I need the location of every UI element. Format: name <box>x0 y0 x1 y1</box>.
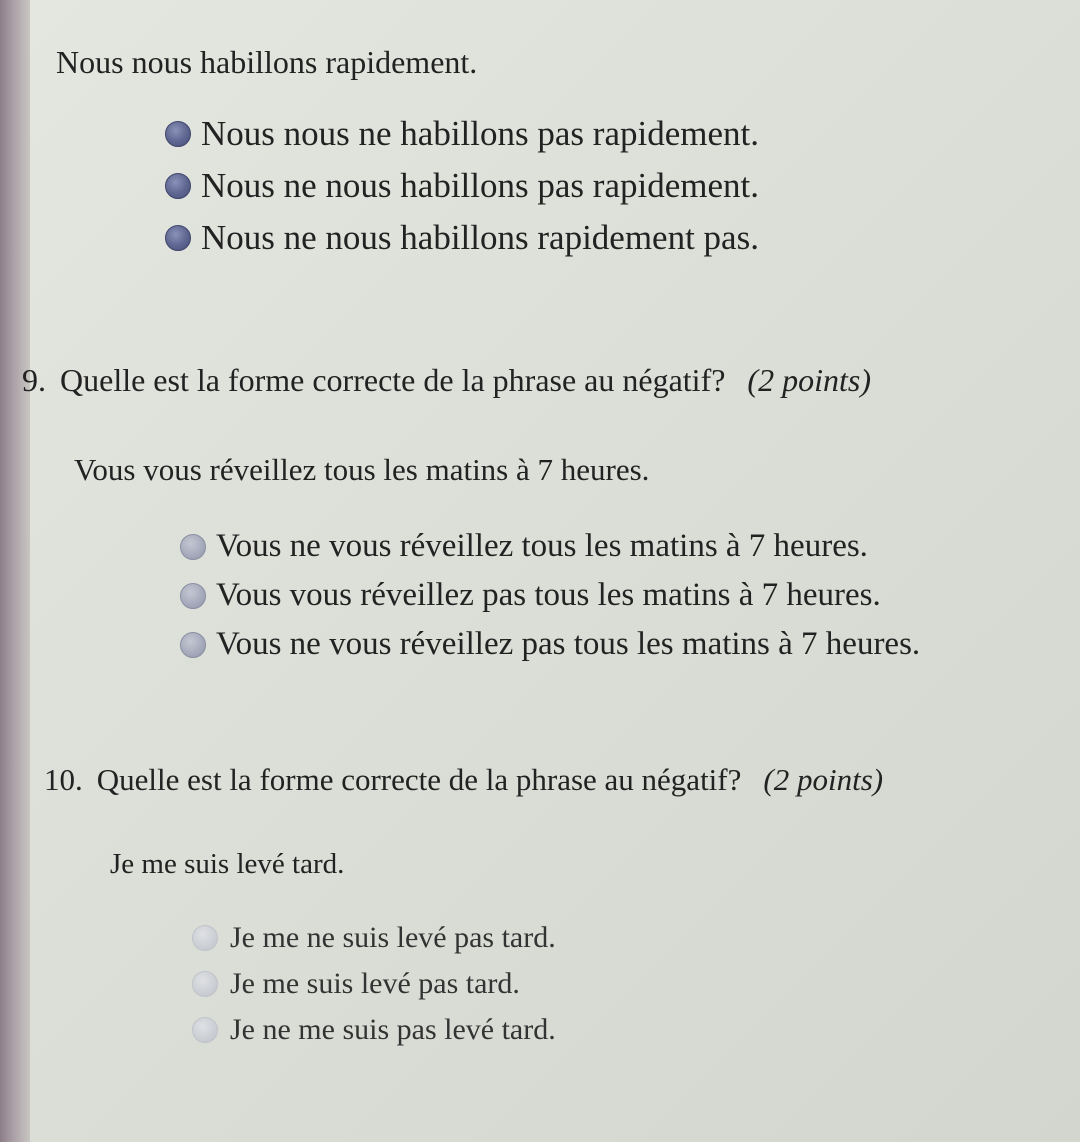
option-label: Vous vous réveillez pas tous les matins à 7 heures. <box>216 577 881 613</box>
question-8-options <box>165 108 759 264</box>
option-label: Je ne me suis pas levé tard. <box>230 1013 556 1046</box>
question-10-options <box>192 915 556 1053</box>
radio-button-icon[interactable] <box>192 1017 218 1043</box>
question-9-option-3[interactable] <box>180 620 920 669</box>
option-label: Nous nous ne habillons pas rapidement. <box>201 114 759 153</box>
question-10-option-2[interactable] <box>192 961 556 1007</box>
radio-button-icon[interactable] <box>180 583 206 609</box>
question-points: (2 points) <box>763 762 884 797</box>
question-9-stem: Vous vous réveillez tous les matins à 7 heures. <box>74 452 650 487</box>
radio-button-icon[interactable] <box>180 632 206 658</box>
question-8-option-2[interactable] <box>165 160 759 212</box>
radio-button-icon[interactable] <box>165 173 191 199</box>
question-8-option-3[interactable] <box>165 212 759 264</box>
radio-button-icon[interactable] <box>192 925 218 951</box>
question-8-stem: Nous nous habillons rapidement. <box>56 44 478 80</box>
question-10-stem: Je me suis levé tard. <box>110 848 345 880</box>
window-left-edge <box>0 0 30 1142</box>
radio-button-icon[interactable] <box>180 534 206 560</box>
question-9-title <box>22 362 871 399</box>
question-10-option-3[interactable] <box>192 1007 556 1053</box>
question-number: 9. <box>22 362 46 398</box>
radio-button-icon[interactable] <box>165 225 191 251</box>
question-points: (2 points) <box>747 362 871 398</box>
radio-button-icon[interactable] <box>192 971 218 997</box>
option-label: Vous ne vous réveillez tous les matins à 7 heures. <box>216 528 868 564</box>
radio-button-icon[interactable] <box>165 121 191 147</box>
question-9-option-1[interactable] <box>180 522 920 571</box>
option-label: Vous ne vous réveillez pas tous les matins à 7 heures. <box>216 626 921 662</box>
option-label: Je me suis levé pas tard. <box>230 967 520 1000</box>
question-prompt: Quelle est la forme correcte de la phrase au négatif? <box>96 762 742 797</box>
option-label: Nous ne nous habillons pas rapidement. <box>201 166 759 205</box>
question-9-options <box>180 522 920 669</box>
question-prompt: Quelle est la forme correcte de la phrase au négatif? <box>60 362 726 398</box>
option-label: Je me ne suis levé pas tard. <box>230 921 556 954</box>
question-8-option-1[interactable] <box>165 108 759 160</box>
question-10-option-1[interactable] <box>192 915 556 961</box>
quiz-page <box>22 0 1080 1142</box>
question-9-option-2[interactable] <box>180 571 920 620</box>
option-label: Nous ne nous habillons rapidement pas. <box>201 218 759 257</box>
question-10-title <box>44 762 883 798</box>
question-number: 10. <box>44 762 83 797</box>
